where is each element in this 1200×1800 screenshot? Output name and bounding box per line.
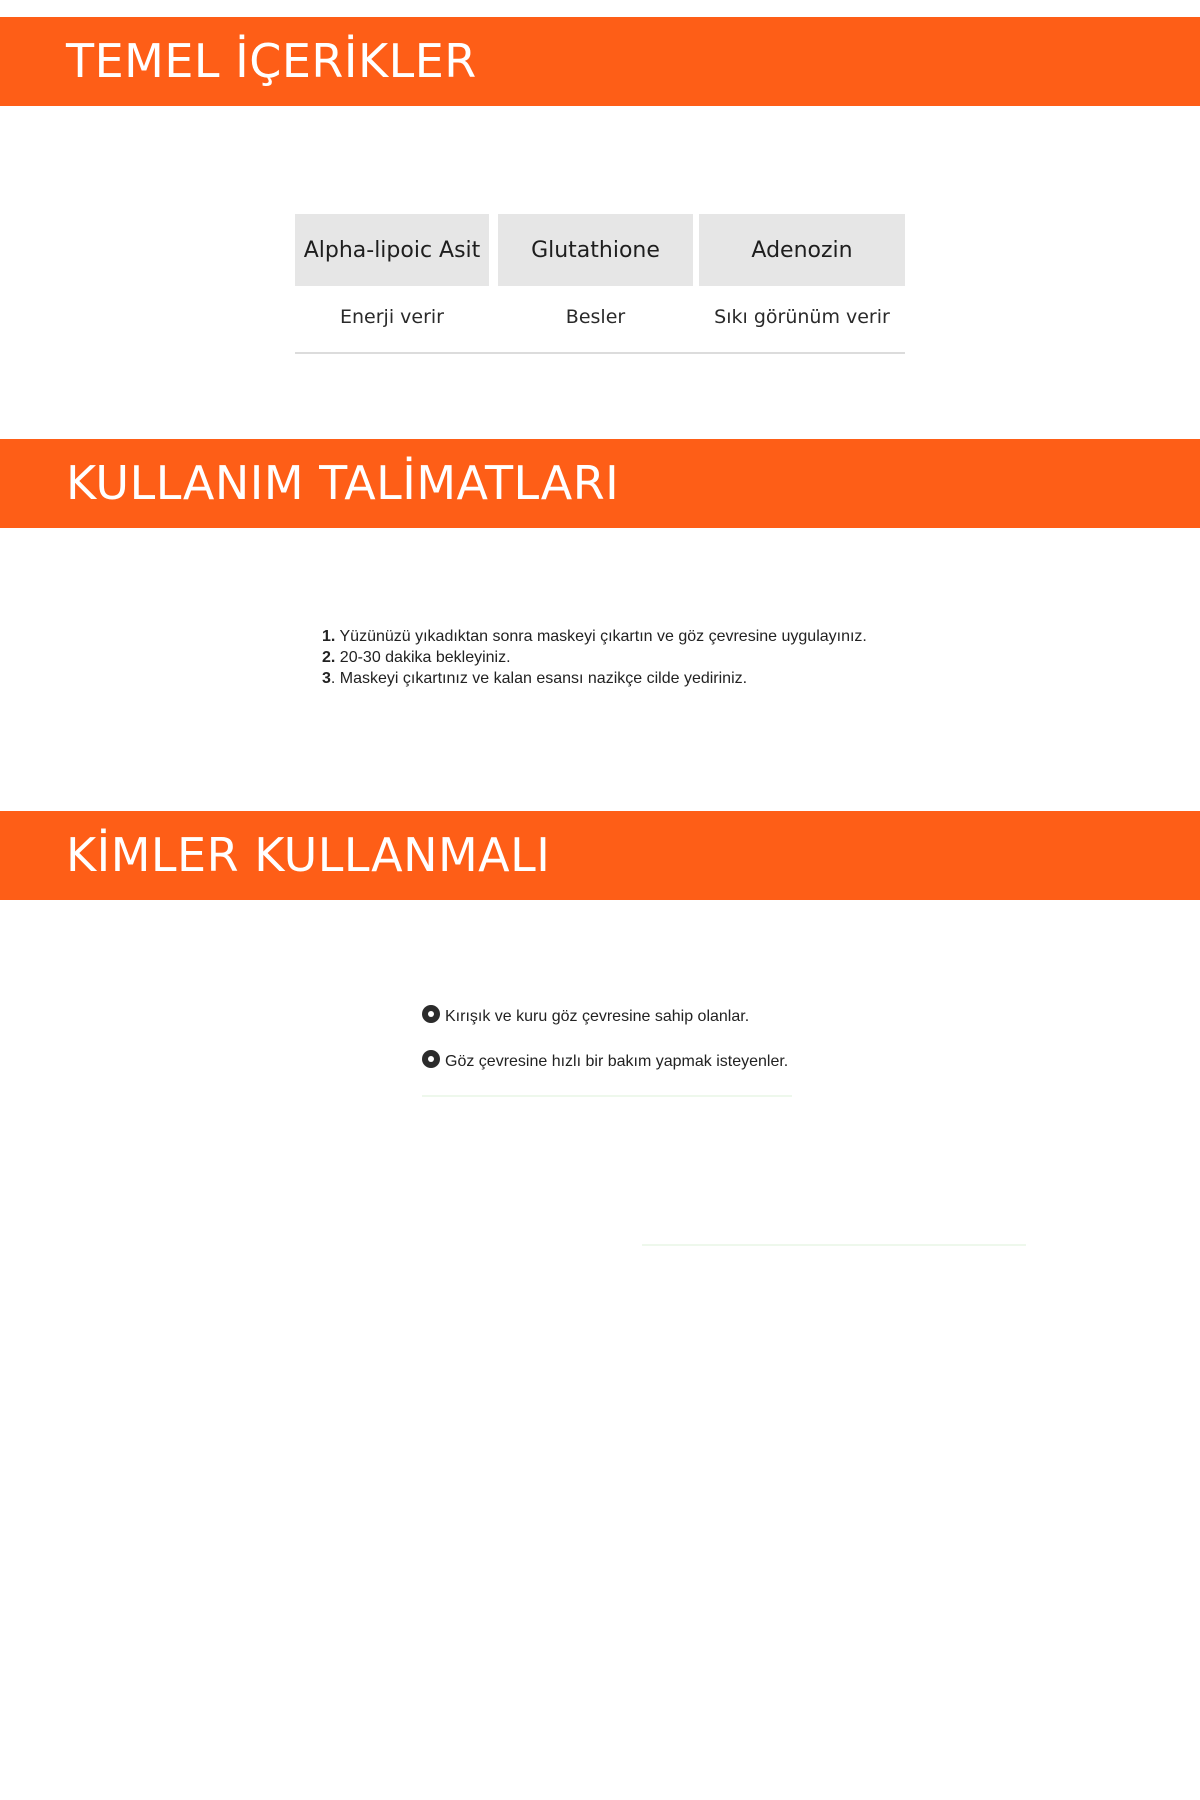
step-number: 3 bbox=[322, 670, 331, 687]
audience-banner bbox=[0, 811, 1200, 900]
ingredients-divider bbox=[295, 352, 905, 354]
step-text: 20-30 dakika bekleyiniz. bbox=[335, 649, 511, 666]
step-number: 2. bbox=[322, 649, 336, 666]
step-text: Yüzünüzü yıkadıktan sonra maskeyi çıkartın ve göz çevresine uygulayınız. bbox=[335, 628, 867, 645]
ingredients-title: TEMEL İÇERİKLER bbox=[66, 34, 477, 88]
instruction-step bbox=[322, 626, 1042, 647]
bullet-icon bbox=[422, 1005, 440, 1023]
ingredients-banner bbox=[0, 17, 1200, 106]
step-text: . Maskeyi çıkartınız ve kalan esansı nazikçe cilde yediriniz. bbox=[330, 670, 748, 687]
audience-title: KİMLER KULLANMALI bbox=[66, 828, 551, 882]
audience-item bbox=[422, 1005, 842, 1029]
ingredients-table bbox=[295, 214, 905, 354]
ingredient-column bbox=[498, 214, 693, 354]
step-number: 1. bbox=[322, 628, 336, 645]
instructions-title: KULLANIM TALİMATLARI bbox=[66, 456, 620, 510]
instructions-banner bbox=[0, 439, 1200, 528]
decorative-divider bbox=[642, 1244, 1026, 1246]
audience-item bbox=[422, 1050, 842, 1074]
audience-text: Kırışık ve kuru göz çevresine sahip olanlar. bbox=[445, 1008, 750, 1025]
instruction-step bbox=[322, 647, 1042, 668]
instruction-step bbox=[322, 668, 1042, 689]
ingredient-column bbox=[295, 214, 489, 354]
ingredient-name: Alpha-lipoic Asit bbox=[295, 214, 489, 286]
audience-divider bbox=[422, 1095, 792, 1097]
ingredient-name: Glutathione bbox=[498, 214, 693, 286]
audience-text: Göz çevresine hızlı bir bakım yapmak isteyenler. bbox=[445, 1053, 789, 1070]
instructions-list bbox=[322, 626, 1042, 689]
ingredient-effect: Sıkı görünüm verir bbox=[714, 306, 890, 328]
ingredient-effect: Besler bbox=[565, 306, 626, 328]
ingredient-column bbox=[699, 214, 905, 354]
bullet-icon bbox=[422, 1050, 440, 1068]
ingredient-effect: Enerji verir bbox=[340, 306, 444, 328]
ingredient-name: Adenozin bbox=[699, 214, 905, 286]
audience-list bbox=[422, 1005, 842, 1095]
